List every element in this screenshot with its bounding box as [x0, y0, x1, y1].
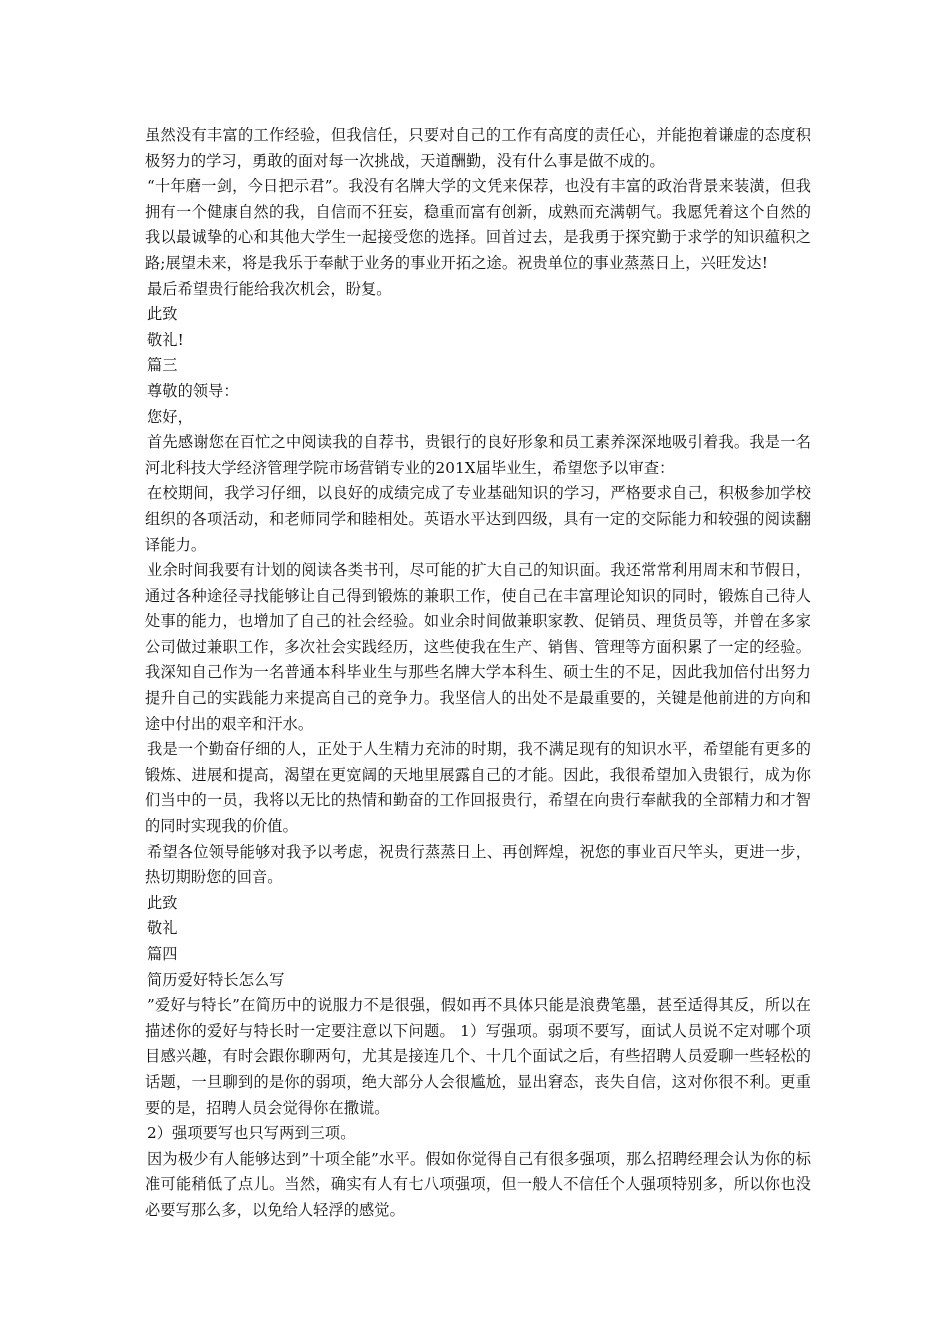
paragraph-character: 我是一个勤奋仔细的人，正处于人生精力充沛的时期，我不满足现有的知识水平，希望能有更多的锻炼、进展和提高，渴望在更宽阔的天地里展露自己的才能。因此，我很希望加入贵银行，成为你们当中的一员，我将以无比的热情和勤奋的工作回报贵行，希望在向贵行奉献我的全部精力和才智的同时实现我的价值。 [145, 740, 811, 836]
paragraph-experience: 虽然没有丰富的工作经验，但我信任，只要对自己的工作有高度的责任心，并能抱着谦虚的态度积极努力的学习，勇敢的面对每一次挑战，天道酬勤，没有什么事是做不成的。 [145, 126, 811, 170]
document-body [145, 123, 811, 1224]
salutation-cizhi: 此致 [147, 305, 178, 324]
paragraph-intro: 首先感谢您在百忙之中阅读我的自荐书，贵银行的良好形象和员工素养深深地吸引着我。我是一名河北科技大学经济管理学院市场营销专业的201X届毕业生，希望您予以审查： [145, 433, 811, 477]
salutation-cizhi-2: 此致 [147, 893, 178, 912]
section-title-hobbies: 简历爱好特长怎么写 [147, 970, 285, 989]
section-heading-4: 篇四 [147, 945, 178, 963]
paragraph-hobbies-2: 2）强项要写也只写两到三项。 [147, 1124, 356, 1143]
paragraph-motto: “十年磨一剑，今日把示君”。我没有名牌大学的文凭来保荐，也没有丰富的政治背景来装潢，但我拥有一个健康自然的我，自信而不狂妄，稳重而富有创新，成熟而充满朝气。我愿凭着这个自然的我以最诚挚的心和其他大学生一起接受您的选择。回首过去，是我勇于探究勤于求学的知识蕴积之路;展望未来，将是我乐于奉献于业务的事业开拓之途。祝贵单位的事业蒸蒸日上，兴旺发达! [145, 177, 811, 272]
paragraph-hobbies-3: 因为极少有人能够达到”十项全能”水平。假如你觉得自己有很多强项，那么招聘经理会认为你的标准可能稍低了点儿。当然，确实有人有七八项强项，但一般人不信任个人强项特别多，所以你也没必要写那么多，以免给人轻浮的感觉。 [145, 1149, 811, 1219]
paragraph-school: 在校期间，我学习仔细，以良好的成绩完成了专业基础知识的学习，严格要求自己，积极参加学校组织的各项活动，和老师同学和睦相处。英语水平达到四级，具有一定的交际能力和较强的阅读翻译能力。 [145, 484, 811, 554]
paragraph-hope: 希望各位领导能够对我予以考虑，祝贵行蒸蒸日上、再创辉煌，祝您的事业百尺竿头，更进一步，热切期盼您的回音。 [145, 842, 811, 887]
letter-hello: 您好， [147, 407, 193, 426]
salutation-jingli-2: 敬礼 [147, 919, 178, 938]
paragraph-hobbies-1: ”爱好与特长”在简历中的说服力不是很强，假如再不具体只能是浪费笔墨，甚至适得其反，所以在描述你的爱好与特长时一定要注意以下问题。 1）写强项。弱项不要写，面试人员说不定对哪个项目感兴趣，有时会跟你聊两句，尤其是接连几个、十几个面试之后，有些招聘人员爱聊一些轻松的话题，一旦聊到的是你的弱项，绝大部分人会很尴尬，显出窘态，丧失自信，这对你很不利。更重要的是，招聘人员会觉得你在撒谎。 [145, 996, 811, 1117]
salutation-jingli: 敬礼! [147, 330, 184, 349]
letter-greeting: 尊敬的领导： [147, 381, 239, 400]
section-heading-3: 篇三 [147, 356, 178, 375]
paragraph-spare-time: 业余时间我要有计划的阅读各类书刊，尽可能的扩大自己的知识面。我还常常利用周末和节假日，通过各种途径寻找能够让自己得到锻炼的兼职工作，使自己在丰富理论知识的同时，锻炼自己待人处事的能力，也增加了自己的社会经验。如业余时间做兼职家教、促销员、理货员等，并曾在多家公司做过兼职工作，多次社会实践经历，这些使我在生产、销售、管理等方面积累了一定的经验。我深知自己作为一名普通本科毕业生与那些名牌大学本科生、硕士生的不足，因此我加倍付出努力提升自己的实践能力来提高自己的竞争力。我坚信人的出处不是最重要的，关键是他前进的方向和途中付出的艰辛和汗水。 [145, 561, 811, 733]
paragraph-closing-request: 最后希望贵行能给我次机会，盼复。 [147, 279, 392, 298]
